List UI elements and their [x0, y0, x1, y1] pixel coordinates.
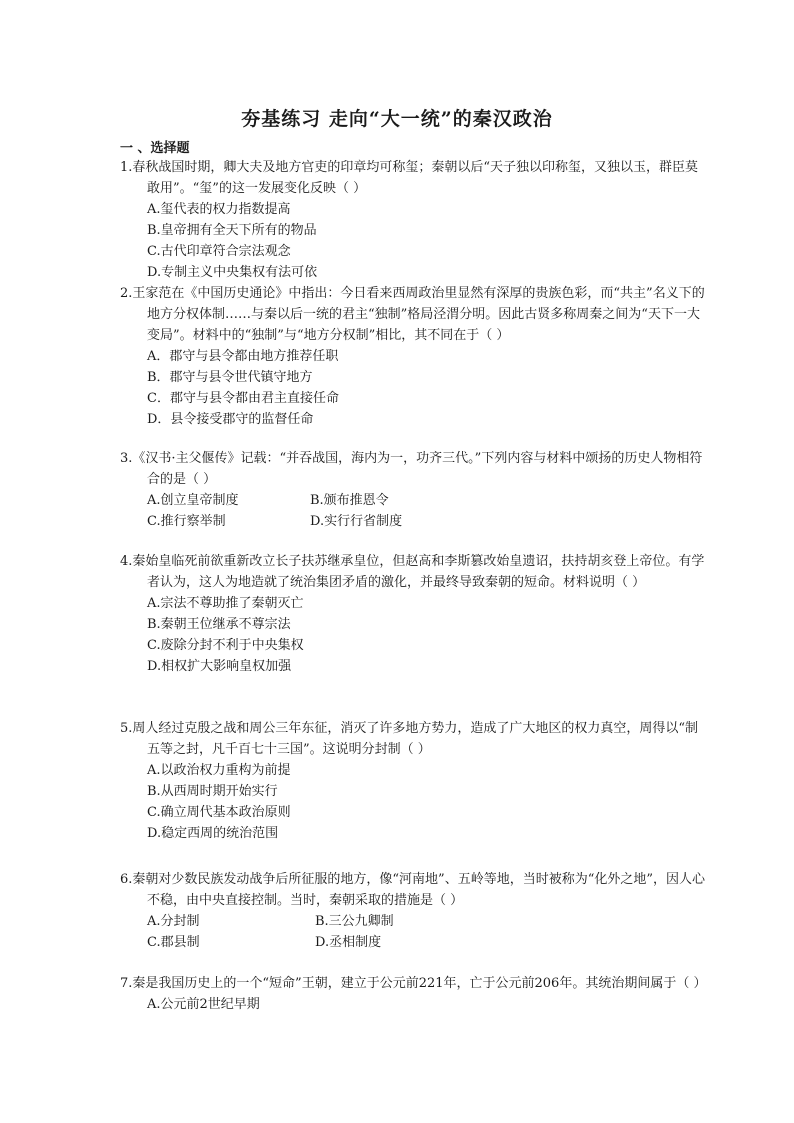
option-a: A．郡守与县令都由地方推荐任职	[147, 349, 339, 364]
option-c: C.郡县制	[147, 935, 200, 950]
option-a: A.宗法不尊助推了秦朝灭亡	[147, 596, 304, 611]
option-c: C.确立周代基本政治原则	[147, 805, 291, 820]
option-c: C.废除分封不利于中央集权	[147, 638, 304, 653]
question-7	[120, 973, 705, 1015]
question-stem: 4.秦始皇临死前欲重新改立长子扶苏继承皇位，但赵高和李斯篡改始皇遗诏，扶持胡亥登上帝位。有学者认为，这人为地造就了统治集团矛盾的激化，并最终导致秦朝的短命。材料说明（ ）	[120, 554, 705, 590]
option-b: B.秦朝王位继承不尊宗法	[147, 617, 291, 632]
question-stem: 3.《汉书·主父偃传》记载：“并吞战国，海内为一，功齐三代。”下列内容与材料中颂扬的历史人物相符合的是（ ）	[120, 451, 703, 487]
question-3	[120, 448, 705, 532]
option-row	[120, 490, 705, 511]
option-c: C.推行察举制	[147, 514, 226, 529]
option-b: B．郡守与县令世代镇守地方	[147, 370, 313, 385]
option-a: A.玺代表的权力指数提高	[147, 202, 291, 217]
option-a: A.创立皇帝制度	[147, 493, 239, 508]
option-d: D．县令接受郡守的监督任命	[147, 412, 314, 427]
option-b: B.三公九卿制	[315, 914, 394, 929]
option-c: C.古代印章符合宗法观念	[147, 244, 291, 259]
option-d: D.稳定西周的统治范围	[147, 826, 279, 841]
option-a: A.分封制	[147, 914, 200, 929]
option-d: D.相权扩大影响皇权加强	[147, 659, 292, 674]
document-title: 夯基练习 走向“大一统”的秦汉政治	[241, 108, 553, 130]
question-stem: 5.周人经过克殷之战和周公三年东征，消灭了许多地方势力，造成了广大地区的权力真空，周得以“制五等之封，凡千百七十三国”。这说明分封制（ ）	[120, 721, 699, 757]
option-a: A.公元前2世纪早期	[147, 997, 260, 1012]
option-b: B.从西周时期开始实行	[147, 784, 278, 799]
option-row	[120, 911, 705, 932]
question-stem: 6.秦朝对少数民族发动战争后所征服的地方，像“河南地”、五岭等地，当时被称为“化外之地”，因人心不稳，由中央直接控制。当时，秦朝采取的措施是（ ）	[120, 872, 705, 908]
question-stem: 1.春秋战国时期，卿大夫及地方官吏的印章均可称玺；秦朝以后“天子独以印称玺，又独以玉，群臣莫敢用”。“玺”的这一发展变化反映（ ）	[120, 160, 699, 196]
option-b: B.颁布推恩令	[310, 493, 389, 508]
question-1	[120, 157, 705, 283]
question-stem: 2.王家范在《中国历史通论》中指出：今日看来西周政治里显然有深厚的贵族色彩，而“共主”名义下的地方分权体制……与秦以后一统的君主“独制”格局泾渭分明。因此古贤多称周秦之间为“天下一大变局”。材料中的“独制”与“地方分权制”相比，其不同在于（ ）	[120, 286, 705, 343]
option-c: C．郡守与县令都由君主直接任命	[147, 391, 339, 406]
question-6	[120, 869, 705, 953]
option-a: A.以政治权力重构为前提	[147, 763, 291, 778]
question-5	[120, 718, 705, 844]
option-row	[120, 511, 705, 532]
option-d: D.实行行省制度	[310, 514, 403, 529]
question-4	[120, 551, 705, 677]
option-row	[120, 932, 705, 953]
option-d: D.丞相制度	[315, 935, 382, 950]
question-stem: 7.秦是我国历史上的一个“短命”王朝，建立于公元前221年，亡于公元前206年。其统治期间属于（ ）	[120, 976, 707, 991]
question-2	[120, 283, 705, 430]
option-b: B.皇帝拥有全天下所有的物品	[147, 223, 317, 238]
option-d: D.专制主义中央集权有法可依	[147, 265, 318, 280]
section-heading: 一 、选择题	[120, 141, 190, 156]
